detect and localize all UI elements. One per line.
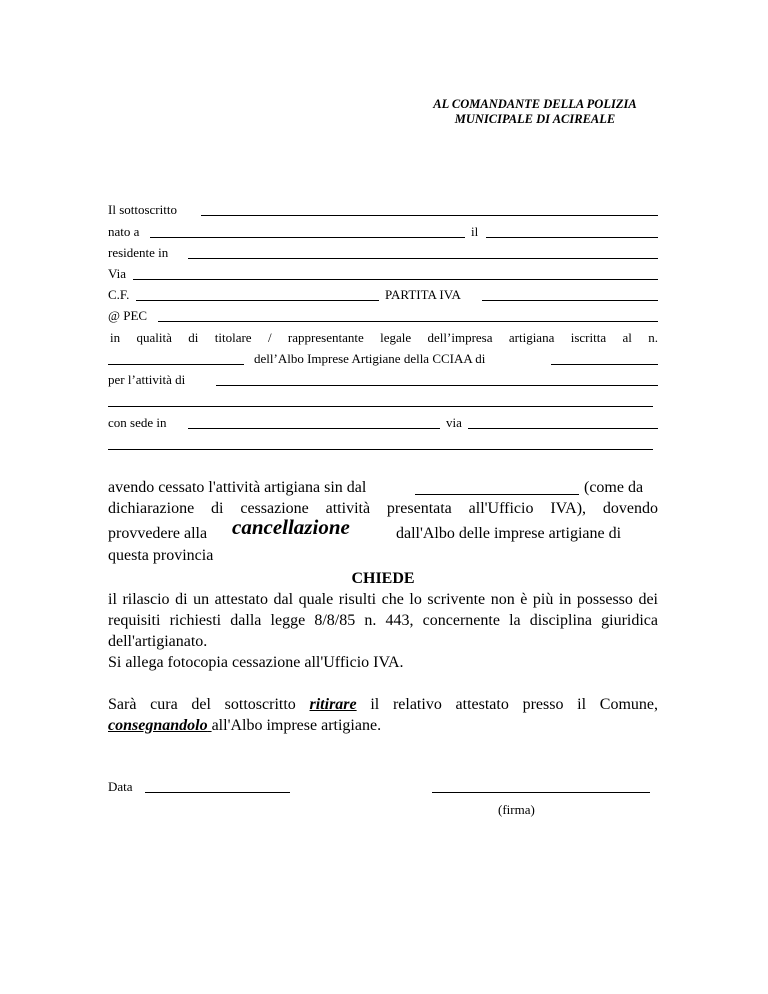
label-data: Data	[108, 779, 133, 794]
field-attivita-continued[interactable]	[108, 406, 653, 407]
row-sottoscritto	[108, 202, 658, 218]
field-data-cessazione[interactable]	[415, 494, 579, 495]
label-il: il	[471, 224, 479, 239]
heading-chiede: CHIEDE	[351, 570, 415, 587]
addressee-line-2: MUNICIPALE DI ACIREALE	[454, 112, 616, 126]
row-via	[108, 266, 658, 282]
paragraph-cessazione-line2: dichiarazione di cessazione attività presentata all'Ufficio IVA), dovendo	[108, 500, 658, 517]
label-qualita: in qualità di titolare / rappresentante legale dell’impresa artigiana iscritta al n.	[110, 330, 658, 345]
label-via: Via	[108, 266, 126, 281]
label-residente-in: residente in	[108, 245, 169, 260]
row-attivita-cont	[108, 393, 658, 409]
row-cf	[108, 287, 658, 303]
addressee-line-1: AL COMANDANTE DELLA POLIZIA	[433, 97, 637, 111]
paragraph-ritiro-line2	[108, 715, 658, 736]
field-data[interactable]	[145, 792, 290, 793]
row-sede-cont	[108, 436, 658, 452]
paragraph-rilascio: il rilascio di un attestato dal quale risulti che lo scrivente non è più in possesso dei requisiti richiesti dalla legge 8/8/85 n. 443, concernente la disciplina giuridica dell'artigianato.	[108, 591, 658, 650]
date-block	[108, 779, 133, 795]
paragraph-cessazione-line1: avendo cessato l'attività artigiana sin dal (come da	[108, 479, 644, 496]
paragraph-allega: Si allega fotocopia cessazione all'Ufficio IVA.	[108, 654, 404, 671]
field-via[interactable]	[133, 279, 658, 280]
text-attestato-comune: il relativo attestato presso il Comune,	[370, 696, 658, 713]
text-sara-cura: Sarà cura del sottoscritto	[108, 696, 296, 713]
label-partita-iva: PARTITA IVA	[385, 287, 461, 302]
row-attivita	[108, 372, 658, 388]
paragraph-ritiro-line1	[108, 694, 658, 715]
field-sede-via[interactable]	[468, 428, 658, 429]
label-sede-in: con sede in	[108, 415, 167, 430]
text-albo-imprese: all'Albo imprese artigiane.	[211, 717, 382, 734]
row-pec	[108, 308, 658, 324]
field-residente-in[interactable]	[188, 258, 658, 259]
label-cf: C.F.	[108, 287, 130, 302]
field-numero-iscrizione[interactable]	[108, 364, 244, 365]
field-data-nascita[interactable]	[486, 237, 658, 238]
request-body	[108, 477, 658, 736]
label-sottoscritto: Il sottoscritto	[108, 202, 177, 217]
field-sottoscritto[interactable]	[201, 215, 658, 216]
row-nato	[108, 224, 658, 240]
text-ritirare: ritirare	[309, 696, 357, 713]
label-albo: dell’Albo Imprese Artigiane della CCIAA di	[254, 351, 486, 366]
field-partita-iva[interactable]	[482, 300, 658, 301]
field-cciaa[interactable]	[551, 364, 658, 365]
text-cancellazione: cancellazione	[232, 515, 350, 539]
paragraph-cessazione-line3: provvedere alla cancellazione dall'Albo delle imprese artigiane di	[108, 515, 622, 542]
field-sede-in[interactable]	[188, 428, 440, 429]
label-pec: @ PEC	[108, 308, 148, 323]
paragraph-cessazione-line4: questa provincia	[108, 547, 214, 564]
field-firma[interactable]	[432, 792, 650, 793]
label-attivita: per l’attività di	[108, 372, 186, 387]
label-firma: (firma)	[498, 802, 535, 817]
row-albo	[108, 351, 658, 367]
text-consegnandolo: consegnandolo	[108, 717, 208, 734]
field-sede-continued[interactable]	[108, 449, 653, 450]
label-sede-via: via	[446, 415, 462, 430]
field-attivita[interactable]	[216, 385, 658, 386]
field-cf[interactable]	[136, 300, 379, 301]
addressee-header	[340, 97, 730, 127]
label-nato-a: nato a	[108, 224, 140, 239]
text-cessato: avendo cessato l'attività artigiana sin dal	[108, 479, 367, 496]
field-pec[interactable]	[158, 321, 658, 322]
row-residente	[108, 245, 658, 261]
field-nato-a[interactable]	[150, 237, 465, 238]
row-qualita	[108, 330, 658, 346]
row-sede	[108, 415, 658, 431]
